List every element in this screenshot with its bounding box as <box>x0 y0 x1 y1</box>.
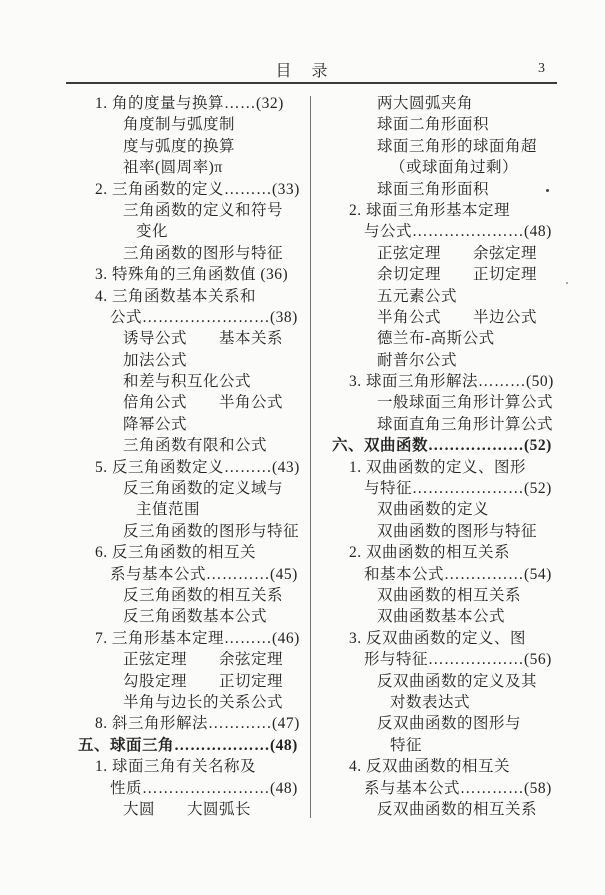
toc-line: 角度制与弧度制 <box>123 116 236 134</box>
toc-line: （或球面角过剩） <box>390 159 519 177</box>
toc-line: 反三角函数的图形与特征 <box>123 522 300 540</box>
toc-line: 耐普尔公式 <box>377 351 458 369</box>
toc-line: 变化 <box>136 223 169 241</box>
toc-line: 反三角函数的相互关系 <box>123 586 284 604</box>
toc-line: 反三角函数基本公式 <box>123 608 268 626</box>
toc-line: 6. 反三角函数的相互关 <box>95 544 257 562</box>
page-title: 目 录 <box>275 63 330 80</box>
toc-line: 加法公式 <box>123 351 188 369</box>
toc-line: 8. 斜三角形解法…………(47) <box>95 715 300 733</box>
toc-line: 余切定理 正切定理 <box>377 266 538 284</box>
toc-line: 诱导公式 基本关系 <box>123 330 284 348</box>
toc-line: 与特征…………………(52) <box>364 480 552 498</box>
toc-column-right <box>332 93 564 820</box>
toc-line: 正弦定理 余弦定理 <box>377 244 538 262</box>
toc-line: 反三角函数的定义域与 <box>123 480 284 498</box>
toc-line: 双曲函数的相互关系 <box>377 586 522 604</box>
toc-line: 球面直角三角形计算公式 <box>377 415 554 433</box>
toc-line: 正弦定理 余弦定理 <box>123 651 284 669</box>
toc-line: 3. 球面三角形解法………(50) <box>349 373 554 391</box>
toc-line: 性质……………………(48) <box>110 779 298 797</box>
toc-line: 半角公式 半边公式 <box>377 308 538 326</box>
toc-line: 5. 反三角函数定义………(43) <box>95 458 300 476</box>
toc-line: 1. 双曲函数的定义、图形 <box>349 458 527 476</box>
scan-speck <box>546 189 549 192</box>
toc-line: 特征 <box>390 736 423 754</box>
toc-line: 双曲函数的图形与特征 <box>377 522 538 540</box>
toc-line: 双曲函数基本公式 <box>377 608 506 626</box>
toc-line: 度与弧度的换算 <box>123 137 236 155</box>
toc-line: 3. 反双曲函数的定义、图 <box>349 629 527 647</box>
toc-line: 1. 角的度量与换算……(32) <box>95 95 284 112</box>
toc-line: 倍角公式 半角公式 <box>123 394 284 412</box>
toc-line: 三角函数有限和公式 <box>123 437 268 455</box>
toc-line: 3. 特殊角的三角函数值 (36) <box>95 266 289 284</box>
toc-line: 与公式…………………(48) <box>364 223 552 241</box>
toc-line: 半角与边长的关系公式 <box>123 693 284 711</box>
toc-line: 球面三角形的球面角超 <box>377 137 538 155</box>
toc-line: 4. 三角函数基本关系和 <box>95 287 257 305</box>
toc-line: 主值范围 <box>136 501 201 519</box>
toc-line: 祖率(圆周率)π <box>123 159 223 177</box>
toc-line: 五元素公式 <box>377 287 458 305</box>
scan-speck <box>566 282 568 284</box>
toc-line: 形与特征………………(56) <box>364 651 552 669</box>
toc-line: 球面二角形面积 <box>377 116 490 134</box>
toc-line: 反双曲函数的图形与 <box>377 715 522 733</box>
toc-line: 4. 反双曲函数的相互关 <box>349 758 511 776</box>
toc-line: 两大圆弧夹角 <box>377 95 474 112</box>
toc-line: 公式……………………(38) <box>110 308 298 326</box>
toc-line: 降幂公式 <box>123 415 188 433</box>
toc-line: 7. 三角形基本定理………(46) <box>95 629 300 647</box>
toc-line: 三角函数的定义和符号 <box>123 201 284 219</box>
toc-line: 德兰布-高斯公式 <box>377 330 495 348</box>
toc-line: 2. 三角函数的定义………(33) <box>95 180 300 198</box>
toc-line: 2. 球面三角形基本定理 <box>349 201 511 219</box>
toc-line: 反双曲函数的相互关系 <box>377 800 538 818</box>
toc-line: 和差与积互化公式 <box>123 373 252 391</box>
toc-line: 系与基本公式…………(58) <box>364 779 552 797</box>
toc-line: 五、球面三角………………(48) <box>78 736 298 754</box>
toc-line: 球面三角形面积 <box>377 180 490 198</box>
toc-line: 对数表达式 <box>390 693 471 711</box>
toc-line: 系与基本公式…………(45) <box>110 565 298 583</box>
toc-column-left <box>78 93 308 820</box>
toc-line: 勾股定理 正切定理 <box>123 672 284 690</box>
toc-line: 三角函数的图形与特征 <box>123 244 284 262</box>
toc-line: 2. 双曲函数的相互关系 <box>349 544 511 562</box>
page-number: 3 <box>538 61 545 76</box>
toc-line: 1. 球面三角有关名称及 <box>95 758 257 776</box>
header-rule <box>66 82 557 84</box>
toc-line: 和基本公式……………(54) <box>364 565 552 583</box>
toc-line: 反双曲函数的定义及其 <box>377 672 538 690</box>
toc-line: 一般球面三角形计算公式 <box>377 394 554 412</box>
toc-line: 双曲函数的定义 <box>377 501 490 519</box>
column-divider <box>310 96 311 818</box>
toc-line: 大圆 大圆弧长 <box>123 800 252 818</box>
toc-line: 六、双曲函数………………(52) <box>332 437 552 455</box>
